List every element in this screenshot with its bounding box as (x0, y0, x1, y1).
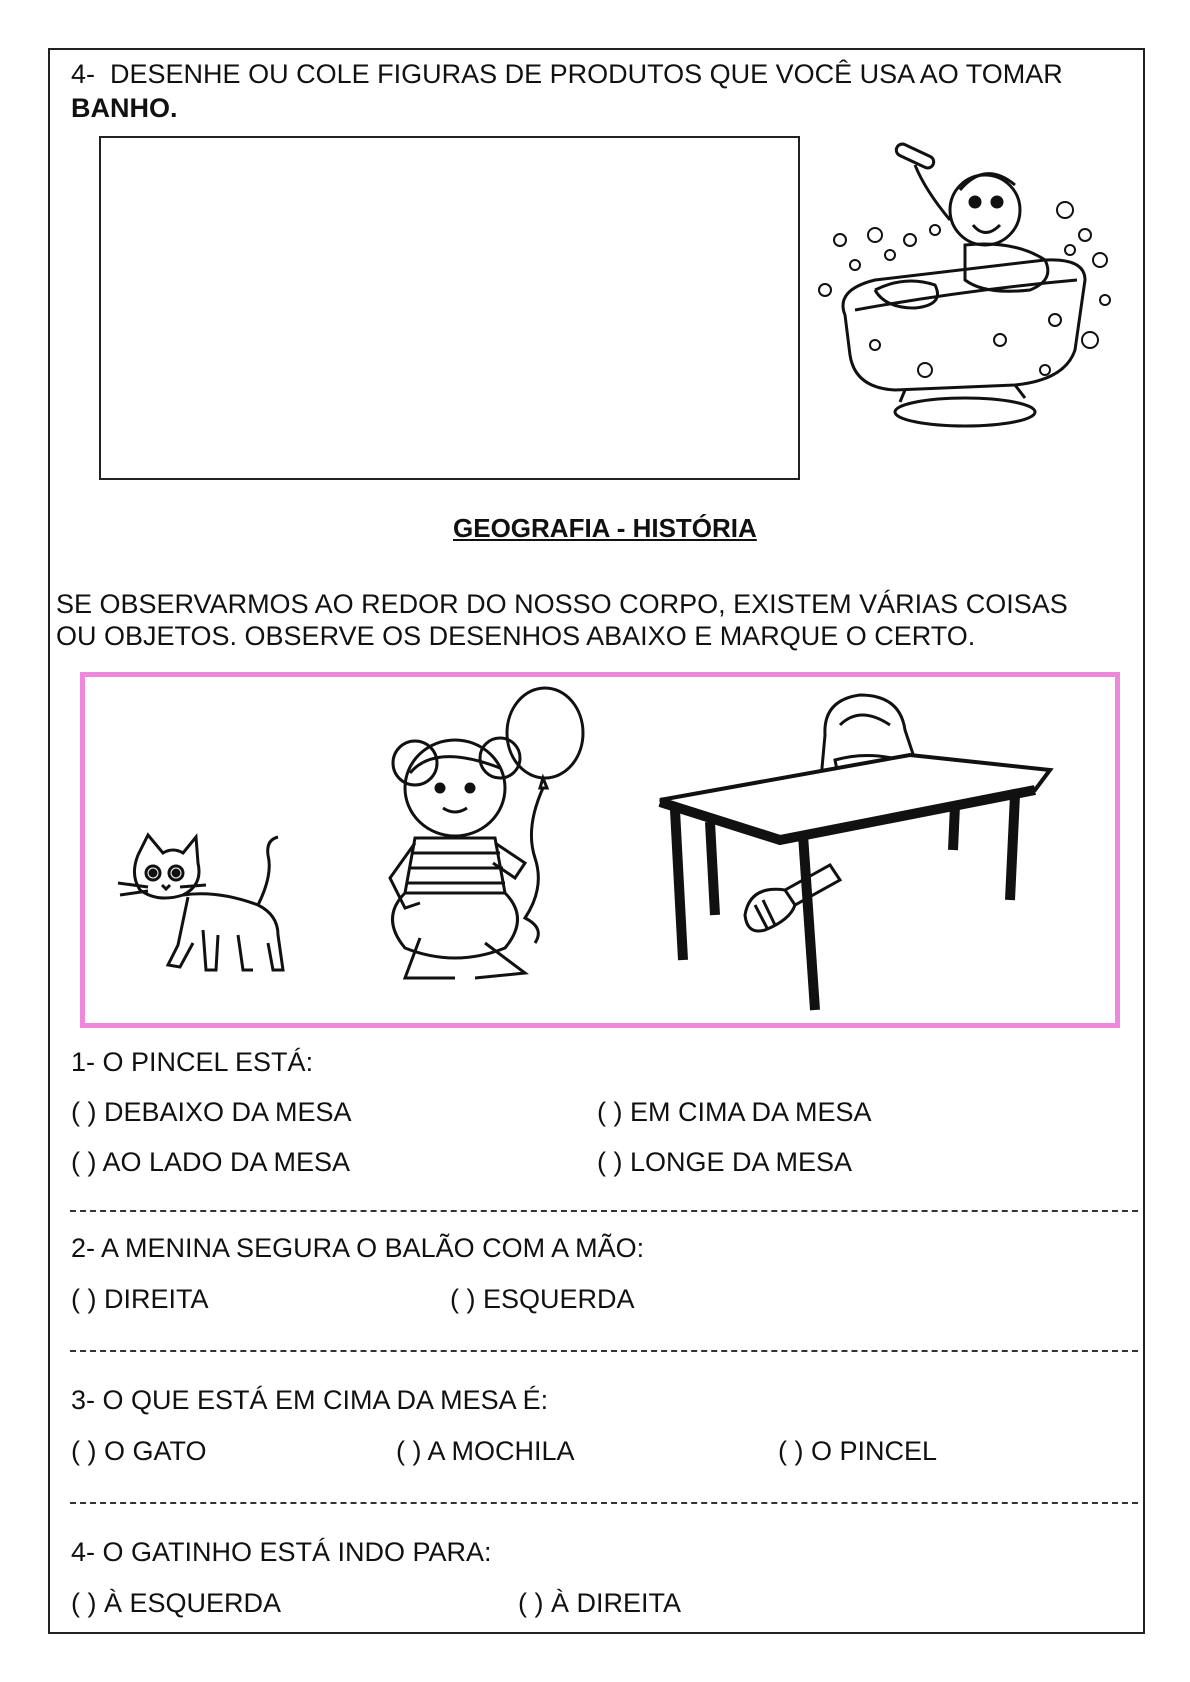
child-bathing-illustration (815, 140, 1125, 440)
q4-bold-word: BANHO. (71, 93, 178, 123)
q1-option-ao-lado[interactable]: ( ) AO LADO DA MESA (71, 1147, 351, 1177)
q4-option-direita[interactable]: ( ) À DIREITA (518, 1588, 682, 1618)
question-1-prompt: 1- O PINCEL ESTÁ: (71, 1047, 314, 1077)
q4-instruction: DESENHE OU COLE FIGURAS DE PRODUTOS QUE VOCÊ USA AO TOMAR (110, 59, 1063, 89)
q1-option-debaixo[interactable]: ( ) DEBAIXO DA MESA (71, 1097, 352, 1127)
question-2-prompt: 2- A MENINA SEGURA O BALÃO COM A MÃO: (71, 1233, 645, 1263)
divider (70, 1210, 1138, 1212)
table-illustration (655, 690, 1065, 1020)
paintbrush (785, 865, 840, 905)
q2-option-esquerda[interactable]: ( ) ESQUERDA (450, 1284, 635, 1314)
q1-option-longe[interactable]: ( ) LONGE DA MESA (597, 1147, 853, 1177)
child-head (950, 175, 1020, 245)
intro-line-1: SE OBSERVARMOS AO REDOR DO NOSSO CORPO, EXISTEM VÁRIAS COISAS (56, 589, 1068, 619)
q2-option-direita[interactable]: ( ) DIREITA (71, 1284, 209, 1314)
q4-number: 4- (71, 59, 96, 89)
intro-line-2: OU OBJETOS. OBSERVE OS DESENHOS ABAIXO E MARQUE O CERTO. (56, 621, 976, 651)
q3-option-gato[interactable]: ( ) O GATO (71, 1436, 207, 1466)
q1-option-em-cima[interactable]: ( ) EM CIMA DA MESA (597, 1097, 872, 1127)
q4-text (71, 58, 1063, 90)
question-3-prompt: 3- O QUE ESTÁ EM CIMA DA MESA É: (71, 1385, 549, 1415)
girl-head (405, 740, 505, 836)
girl-with-balloon-illustration (375, 688, 590, 993)
question-4-prompt: 4- O GATINHO ESTÁ INDO PARA: (71, 1537, 492, 1567)
q3-option-pincel[interactable]: ( ) O PINCEL (778, 1436, 938, 1466)
cat-illustration (118, 835, 308, 985)
q4-option-esquerda[interactable]: ( ) À ESQUERDA (71, 1588, 282, 1618)
divider (70, 1502, 1138, 1504)
divider (70, 1350, 1138, 1352)
q3-option-mochila[interactable]: ( ) A MOCHILA (396, 1436, 575, 1466)
section-title: GEOGRAFIA - HISTÓRIA (453, 513, 757, 543)
drawing-area[interactable] (99, 136, 800, 480)
